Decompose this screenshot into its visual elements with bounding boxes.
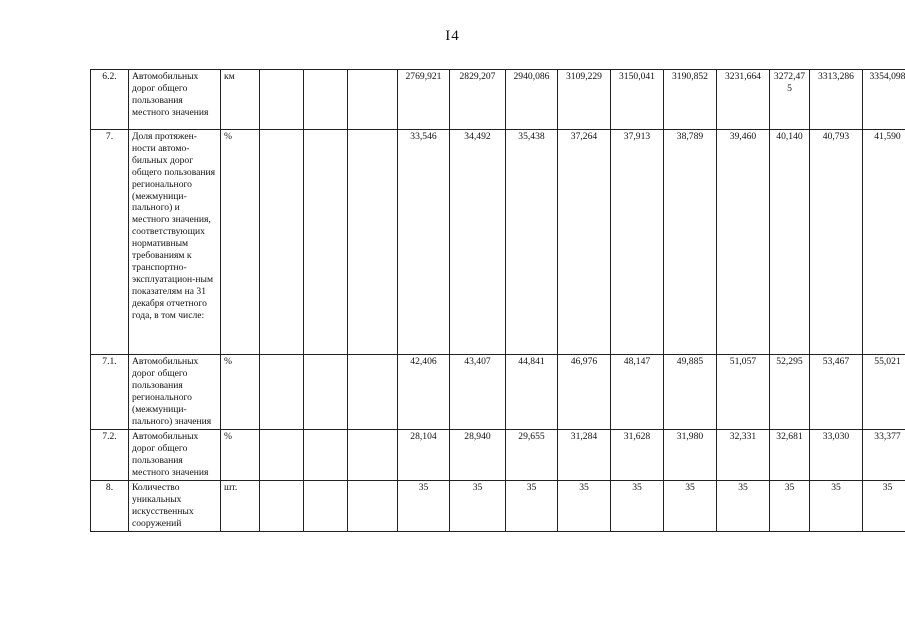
value-cell: 3109,229 [558, 70, 611, 130]
value-cell: 37,913 [611, 130, 664, 355]
unit-cell: % [221, 355, 260, 430]
empty-cell [348, 355, 398, 430]
indicator-table [90, 69, 905, 532]
value-cell: 33,377 [863, 430, 905, 481]
value-cell: 52,295 [770, 355, 810, 430]
value-cell: 55,021 [863, 355, 905, 430]
value-cell: 43,407 [450, 355, 506, 430]
value-cell: 35 [450, 481, 506, 532]
value-cell: 3231,664 [717, 70, 770, 130]
empty-cell [304, 481, 348, 532]
empty-cell [260, 70, 304, 130]
empty-cell [260, 130, 304, 355]
empty-cell [348, 430, 398, 481]
value-cell: 3150,041 [611, 70, 664, 130]
row-number: 7. [91, 130, 129, 355]
table-row [91, 70, 905, 130]
indicator-name: Автомобильных дорог общего пользования местного значения [129, 430, 221, 481]
value-cell: 42,406 [398, 355, 450, 430]
value-cell: 35,438 [506, 130, 558, 355]
table-row [91, 430, 905, 481]
row-number: 6.2. [91, 70, 129, 130]
unit-cell: % [221, 430, 260, 481]
indicator-name: Автомобильных дорог общего пользования регионального (межмуници-пального) значения [129, 355, 221, 430]
table-row [91, 355, 905, 430]
table-row [91, 481, 905, 532]
value-cell: 35 [863, 481, 905, 532]
value-cell: 2829,207 [450, 70, 506, 130]
empty-cell [304, 430, 348, 481]
row-number: 7.2. [91, 430, 129, 481]
value-cell: 39,460 [717, 130, 770, 355]
value-cell: 49,885 [664, 355, 717, 430]
value-cell: 31,628 [611, 430, 664, 481]
value-cell: 35 [506, 481, 558, 532]
value-cell: 41,590 [863, 130, 905, 355]
value-cell: 3272,475 [770, 70, 810, 130]
value-cell: 33,546 [398, 130, 450, 355]
value-cell: 48,147 [611, 355, 664, 430]
row-number: 7.1. [91, 355, 129, 430]
value-cell: 40,793 [810, 130, 863, 355]
value-cell: 34,492 [450, 130, 506, 355]
value-cell: 51,057 [717, 355, 770, 430]
indicator-name: Доля протяжен-ности автомо-бильных дорог общего пользования регионального (межмуници-пального) и местного значения, соответствующих нормативным требованиям к транспортно-эксплуатацион-ным показателям на 31 декабря отчетного года, в том числе: [129, 130, 221, 355]
empty-cell [260, 430, 304, 481]
value-cell: 2940,086 [506, 70, 558, 130]
indicator-name: Автомобильных дорог общего пользования местного значения [129, 70, 221, 130]
value-cell: 46,976 [558, 355, 611, 430]
value-cell: 37,264 [558, 130, 611, 355]
page-number: I4 [445, 28, 460, 44]
value-cell: 31,980 [664, 430, 717, 481]
value-cell: 35 [398, 481, 450, 532]
value-cell: 35 [810, 481, 863, 532]
value-cell: 33,030 [810, 430, 863, 481]
unit-cell: км [221, 70, 260, 130]
value-cell: 35 [611, 481, 664, 532]
value-cell: 53,467 [810, 355, 863, 430]
value-cell: 35 [717, 481, 770, 532]
empty-cell [348, 130, 398, 355]
empty-cell [304, 70, 348, 130]
value-cell: 3313,286 [810, 70, 863, 130]
value-cell: 3354,098 [863, 70, 905, 130]
value-cell: 28,940 [450, 430, 506, 481]
empty-cell [304, 130, 348, 355]
value-cell: 28,104 [398, 430, 450, 481]
unit-cell: шт. [221, 481, 260, 532]
empty-cell [260, 481, 304, 532]
value-cell: 31,284 [558, 430, 611, 481]
empty-cell [304, 355, 348, 430]
empty-cell [260, 355, 304, 430]
value-cell: 44,841 [506, 355, 558, 430]
value-cell: 3190,852 [664, 70, 717, 130]
table-row [91, 130, 905, 355]
value-cell: 32,331 [717, 430, 770, 481]
value-cell: 35 [558, 481, 611, 532]
empty-cell [348, 481, 398, 532]
unit-cell: % [221, 130, 260, 355]
indicator-name: Количество уникальных искусственных сооружений [129, 481, 221, 532]
value-cell: 40,140 [770, 130, 810, 355]
value-cell: 35 [770, 481, 810, 532]
value-cell: 38,789 [664, 130, 717, 355]
empty-cell [348, 70, 398, 130]
value-cell: 29,655 [506, 430, 558, 481]
value-cell: 2769,921 [398, 70, 450, 130]
row-number: 8. [91, 481, 129, 532]
value-cell: 32,681 [770, 430, 810, 481]
value-cell: 35 [664, 481, 717, 532]
